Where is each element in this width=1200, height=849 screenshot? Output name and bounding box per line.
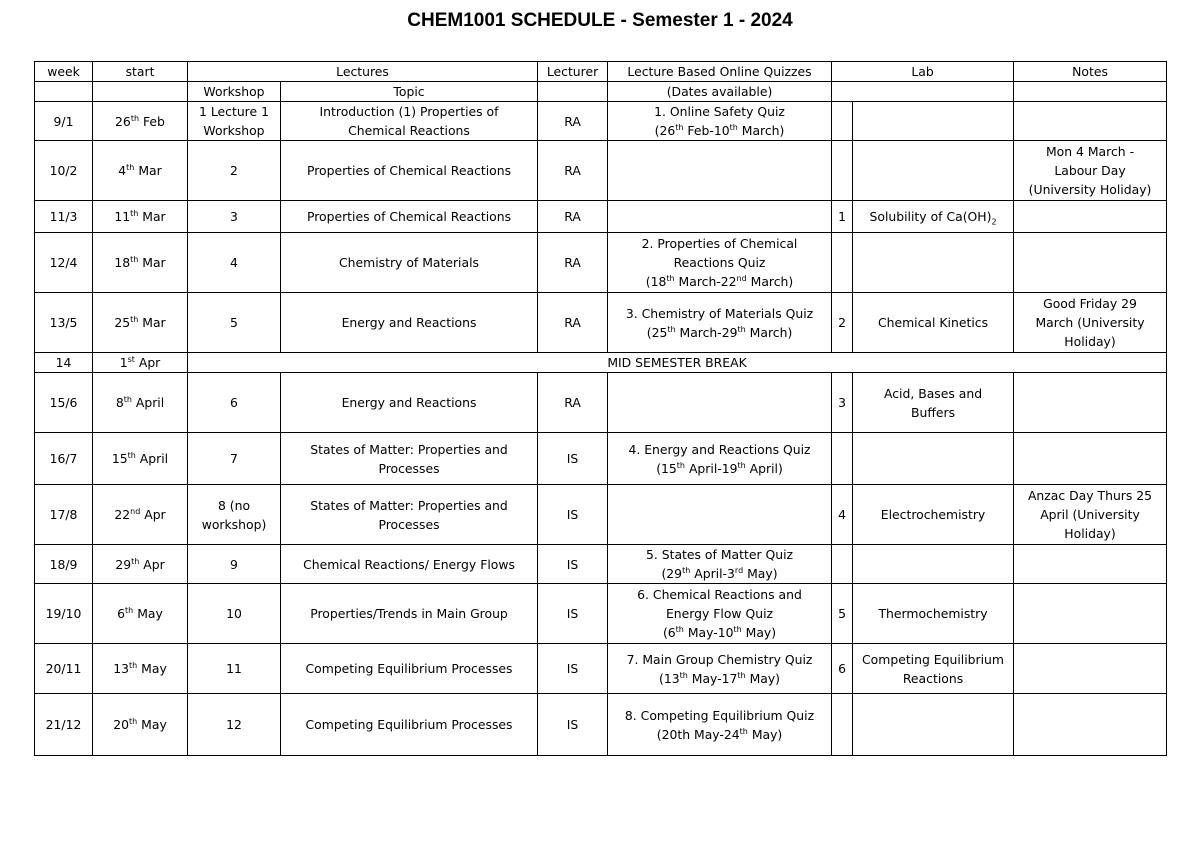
topic-line: Competing Equilibrium Processes: [305, 661, 513, 676]
topic-line: Chemical Reactions/ Energy Flows: [303, 556, 515, 572]
workshop-line: 3: [230, 209, 238, 224]
ordinal-suffix: th: [667, 324, 676, 334]
ordinal-suffix: th: [127, 450, 136, 460]
schedule-row: [35, 293, 1167, 353]
lab-cell: [853, 433, 1014, 485]
quiz-cell: [608, 584, 832, 644]
quiz-line: 6. Chemical Reactions and: [637, 587, 802, 602]
header-week: week: [35, 62, 93, 82]
workshop-cell: [188, 201, 281, 233]
notes-cell: [1014, 644, 1167, 694]
week-cell: 18/9: [35, 545, 93, 584]
lab-number-cell: 3: [832, 373, 853, 433]
topic-cell: [281, 373, 538, 433]
lab-line: Thermochemistry: [878, 606, 988, 621]
schedule-row: [35, 233, 1167, 293]
quiz-line: 4. Energy and Reactions Quiz: [628, 441, 811, 457]
notes-cell: [1014, 584, 1167, 644]
quiz-cell: [608, 233, 832, 293]
subheader-workshop: Workshop: [188, 82, 281, 102]
workshop-cell: [188, 433, 281, 485]
start-cell: 6th May: [93, 584, 188, 644]
ordinal-suffix: rd: [734, 565, 744, 575]
workshop-cell: [188, 141, 281, 201]
ordinal-suffix: th: [130, 314, 139, 324]
start-cell: 13th May: [93, 644, 188, 694]
notes-line: Good Friday 29: [1043, 296, 1137, 311]
notes-cell: [1014, 694, 1167, 756]
lab-number-cell: [832, 141, 853, 201]
topic-line: Energy and Reactions: [341, 315, 477, 330]
lab-cell: [853, 201, 1014, 233]
lab-line: Chemical Kinetics: [877, 315, 989, 330]
workshop-line: 7: [230, 451, 238, 466]
quiz-cell: [608, 293, 832, 353]
ordinal-suffix: th: [129, 716, 138, 726]
week-cell: 20/11: [35, 644, 93, 694]
topic-cell: [281, 201, 538, 233]
ordinal-suffix: th: [130, 208, 139, 218]
quiz-cell: [608, 694, 832, 756]
lab-cell: [853, 373, 1014, 433]
topic-line: Properties/Trends in Main Group: [310, 606, 508, 621]
start-cell: 18th Mar: [93, 233, 188, 293]
quiz-line: (25th March-29th March): [646, 324, 793, 340]
notes-line: Holiday): [1064, 526, 1116, 541]
start-cell: 20th May: [93, 694, 188, 756]
week-cell: 10/2: [35, 141, 93, 201]
header-quizzes: Lecture Based Online Quizzes: [608, 62, 832, 82]
lecturer-cell: IS: [538, 644, 608, 694]
ordinal-suffix: th: [130, 254, 139, 264]
quiz-line: (6th May-10th May): [662, 624, 777, 640]
subheader-notes-empty: [1014, 82, 1167, 102]
lab-cell: [853, 545, 1014, 584]
start-cell: 15th April: [93, 433, 188, 485]
start-cell: 29th Apr: [93, 545, 188, 584]
topic-line: Properties of Chemical Reactions: [306, 209, 512, 224]
lecturer-cell: RA: [538, 233, 608, 293]
schedule-row: [35, 694, 1167, 756]
workshop-line: 1 Lecture 1: [199, 104, 269, 119]
lab-number-cell: 1: [832, 201, 853, 233]
header-notes: Notes: [1014, 62, 1167, 82]
quiz-line: 1. Online Safety Quiz: [654, 104, 785, 119]
notes-line: April (University: [1040, 507, 1140, 522]
lab-cell: [853, 644, 1014, 694]
notes-cell: [1014, 545, 1167, 584]
quiz-line: Reactions Quiz: [673, 255, 766, 270]
lab-cell: [853, 694, 1014, 756]
quiz-line: 8. Competing Equilibrium Quiz: [624, 707, 815, 723]
quiz-line: 2. Properties of Chemical: [641, 236, 798, 251]
notes-line: Holiday): [1064, 334, 1116, 349]
ordinal-suffix: th: [737, 324, 746, 334]
ordinal-suffix: th: [130, 113, 140, 123]
quiz-line: (15th April-19th April): [656, 460, 783, 476]
subheader-start-empty: [93, 82, 188, 102]
topic-cell: [281, 694, 538, 756]
workshop-cell: [188, 293, 281, 353]
ordinal-suffix: st: [127, 354, 135, 364]
schedule-row: [35, 545, 1167, 584]
lab-cell: [853, 584, 1014, 644]
schedule-row: [35, 353, 1167, 373]
quiz-line: Energy Flow Quiz: [665, 606, 774, 621]
ordinal-suffix: th: [126, 162, 135, 172]
notes-cell: [1014, 373, 1167, 433]
week-cell: 13/5: [35, 293, 93, 353]
lecturer-cell: RA: [538, 293, 608, 353]
notes-cell: [1014, 102, 1167, 141]
lab-number-cell: 4: [832, 485, 853, 545]
week-cell: 19/10: [35, 584, 93, 644]
schedule-row: [35, 485, 1167, 545]
workshop-line: 10: [226, 606, 242, 621]
topic-line: Properties of Chemical Reactions: [306, 163, 512, 178]
workshop-line: 9: [230, 556, 238, 572]
quiz-line: (29th April-3rd May): [661, 565, 778, 581]
workshop-line: 2: [230, 163, 238, 178]
schedule-row: [35, 102, 1167, 141]
subheader-dates-available: (Dates available): [608, 82, 832, 102]
notes-line: (University Holiday): [1028, 182, 1152, 197]
start-cell: 4th Mar: [93, 141, 188, 201]
quiz-line: (20th May-24th May): [656, 726, 783, 742]
week-cell: 14: [35, 353, 93, 373]
notes-line: March (University: [1035, 315, 1145, 330]
notes-line: Mon 4 March -: [1045, 144, 1135, 159]
workshop-line: 12: [226, 717, 242, 732]
lab-line: Electrochemistry: [880, 507, 986, 522]
topic-line: Chemistry of Materials: [339, 255, 479, 270]
workshop-line: 4: [230, 255, 238, 270]
notes-line: Labour Day: [1054, 163, 1126, 178]
schedule-row: [35, 373, 1167, 433]
schedule-body: [35, 62, 1167, 756]
topic-cell: [281, 545, 538, 584]
topic-line: Processes: [378, 460, 440, 476]
ordinal-suffix: th: [682, 565, 691, 575]
topic-cell: [281, 233, 538, 293]
week-cell: 16/7: [35, 433, 93, 485]
workshop-cell: [188, 233, 281, 293]
subheader-lab-empty: [832, 82, 1014, 102]
quiz-cell: [608, 433, 832, 485]
quiz-line: (18th March-22nd March): [645, 273, 794, 289]
ordinal-suffix: nd: [736, 273, 747, 283]
workshop-cell: [188, 373, 281, 433]
topic-line: States of Matter: Properties and: [310, 441, 508, 457]
quiz-cell: [608, 102, 832, 141]
topic-line: Chemical Reactions: [348, 123, 470, 138]
quiz-line: (26th Feb-10th March): [654, 122, 785, 138]
topic-cell: [281, 485, 538, 545]
page-title: CHEM1001 SCHEDULE - Semester 1 - 2024: [407, 10, 793, 31]
lab-number-cell: [832, 233, 853, 293]
topic-line: Energy and Reactions: [341, 395, 477, 410]
lab-number-cell: 6: [832, 644, 853, 694]
header-row: [35, 62, 1167, 82]
ordinal-suffix: th: [123, 394, 132, 404]
header-lab: Lab: [832, 62, 1014, 82]
lab-cell: [853, 102, 1014, 141]
ordinal-suffix: th: [125, 605, 134, 615]
workshop-cell: [188, 545, 281, 584]
workshop-cell: [188, 694, 281, 756]
lecturer-cell: RA: [538, 201, 608, 233]
week-cell: 17/8: [35, 485, 93, 545]
week-cell: 9/1: [35, 102, 93, 141]
topic-cell: [281, 584, 538, 644]
week-cell: 15/6: [35, 373, 93, 433]
schedule-row: [35, 201, 1167, 233]
workshop-cell: [188, 485, 281, 545]
topic-cell: [281, 433, 538, 485]
lecturer-cell: IS: [538, 485, 608, 545]
subheader-topic: Topic: [281, 82, 538, 102]
topic-cell: [281, 644, 538, 694]
lab-line: Reactions: [902, 670, 964, 686]
quiz-line: 5. States of Matter Quiz: [645, 547, 794, 562]
week-cell: 21/12: [35, 694, 93, 756]
ordinal-suffix: th: [129, 660, 138, 670]
quiz-cell: [608, 545, 832, 584]
quiz-cell: [608, 644, 832, 694]
ordinal-suffix: th: [675, 122, 684, 132]
notes-cell: [1014, 293, 1167, 353]
quiz-line: (13th May-17th May): [659, 670, 781, 686]
lab-cell: [853, 485, 1014, 545]
notes-line: Anzac Day Thurs 25: [1027, 488, 1153, 503]
schedule-row: [35, 584, 1167, 644]
workshop-line: 6: [230, 395, 238, 410]
schedule-table: [34, 61, 1167, 756]
ordinal-suffix: th: [679, 670, 688, 680]
topic-cell: [281, 102, 538, 141]
ordinal-suffix: th: [675, 624, 684, 634]
subheader-lecturer-empty: [538, 82, 608, 102]
subheader-row: [35, 82, 1167, 102]
ordinal-suffix: nd: [130, 506, 141, 516]
quiz-line: 3. Chemistry of Materials Quiz: [625, 305, 814, 321]
lab-number-cell: [832, 102, 853, 141]
lab-line: Competing Equilibrium: [862, 651, 1004, 667]
start-cell: 22nd Apr: [93, 485, 188, 545]
lecturer-cell: IS: [538, 694, 608, 756]
topic-line: Competing Equilibrium Processes: [305, 717, 513, 732]
notes-cell: [1014, 433, 1167, 485]
topic-cell: [281, 141, 538, 201]
schedule-row: [35, 433, 1167, 485]
lecturer-cell: RA: [538, 102, 608, 141]
lab-number-cell: [832, 545, 853, 584]
quiz-cell: [608, 201, 832, 233]
ordinal-suffix: th: [676, 460, 686, 470]
header-lectures: Lectures: [188, 62, 538, 82]
notes-cell: [1014, 141, 1167, 201]
header-lecturer: Lecturer: [538, 62, 608, 82]
ordinal-suffix: th: [729, 122, 738, 132]
subscript: 2: [991, 217, 997, 227]
workshop-line: 11: [226, 661, 242, 676]
schedule-row: [35, 141, 1167, 201]
lecturer-cell: IS: [538, 584, 608, 644]
ordinal-suffix: th: [737, 460, 746, 470]
start-cell: 25th Mar: [93, 293, 188, 353]
ordinal-suffix: th: [733, 624, 742, 634]
topic-cell: [281, 293, 538, 353]
lab-number-cell: 5: [832, 584, 853, 644]
lecturer-cell: IS: [538, 545, 608, 584]
workshop-cell: [188, 644, 281, 694]
header-start: start: [93, 62, 188, 82]
ordinal-suffix: th: [737, 670, 746, 680]
notes-cell: [1014, 201, 1167, 233]
ordinal-suffix: th: [666, 273, 675, 283]
lecturer-cell: IS: [538, 433, 608, 485]
lab-number-cell: 2: [832, 293, 853, 353]
start-cell: 11th Mar: [93, 201, 188, 233]
lab-cell: [853, 293, 1014, 353]
workshop-line: 5: [230, 315, 238, 330]
subheader-week-empty: [35, 82, 93, 102]
ordinal-suffix: th: [131, 556, 140, 566]
lecturer-cell: RA: [538, 373, 608, 433]
notes-cell: [1014, 485, 1167, 545]
mid-semester-break: MID SEMESTER BREAK: [188, 353, 1167, 373]
workshop-line: 8 (no: [217, 497, 251, 513]
start-cell: 26th Feb: [93, 102, 188, 141]
start-cell: 1st Apr: [93, 353, 188, 373]
lab-cell: [853, 233, 1014, 293]
topic-line: Processes: [378, 516, 440, 532]
workshop-line: workshop): [201, 516, 267, 532]
topic-line: States of Matter: Properties and: [310, 497, 508, 513]
notes-cell: [1014, 233, 1167, 293]
schedule-row: [35, 644, 1167, 694]
week-cell: 11/3: [35, 201, 93, 233]
lab-number-cell: [832, 694, 853, 756]
lab-cell: [853, 141, 1014, 201]
quiz-line: 7. Main Group Chemistry Quiz: [626, 651, 813, 667]
week-cell: 12/4: [35, 233, 93, 293]
quiz-cell: [608, 373, 832, 433]
lab-number-cell: [832, 433, 853, 485]
quiz-cell: [608, 141, 832, 201]
workshop-line: Workshop: [203, 123, 265, 138]
workshop-cell: [188, 584, 281, 644]
start-cell: 8th April: [93, 373, 188, 433]
workshop-cell: [188, 102, 281, 141]
lecturer-cell: RA: [538, 141, 608, 201]
topic-line: Introduction (1) Properties of: [319, 104, 499, 119]
lab-line: Acid, Bases and: [883, 385, 983, 401]
ordinal-suffix: th: [739, 726, 748, 736]
lab-line: Buffers: [910, 404, 956, 420]
quiz-cell: [608, 485, 832, 545]
lab-line: Solubility of $Ca(OH)_2$: [869, 209, 997, 227]
